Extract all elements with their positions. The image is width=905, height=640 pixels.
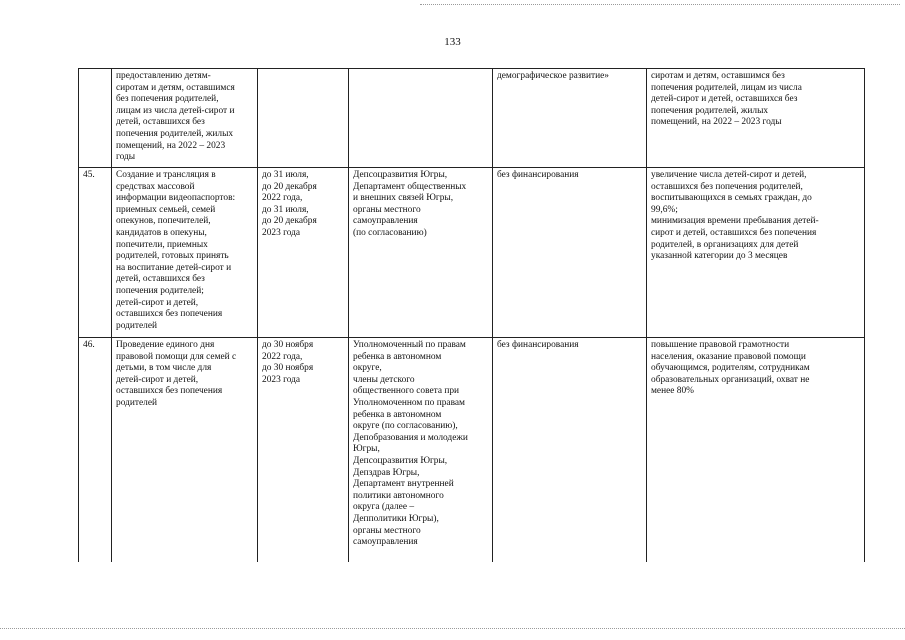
responsible-cell xyxy=(349,69,493,168)
funding-cell: демографическое развитие» xyxy=(493,69,647,168)
plan-table xyxy=(78,68,865,562)
row-number: 45. xyxy=(79,168,112,338)
funding-cell: без финансирования xyxy=(493,168,647,338)
responsible-cell: Депсоцразвития Югры, Департамент общественных и внешних связей Югры, органы местного самоуправления (по согласованию) xyxy=(349,168,493,338)
scan-artifact-bottom xyxy=(0,628,905,630)
row-number xyxy=(79,69,112,168)
scan-artifact-top xyxy=(420,4,900,6)
deadline-cell xyxy=(258,69,349,168)
funding-cell: без финансирования xyxy=(493,338,647,563)
deadline-cell: до 31 июля, до 20 декабря 2022 года, до 31 июля, до 20 декабря 2023 года xyxy=(258,168,349,338)
table-row xyxy=(79,338,865,563)
event-cell: Создание и трансляция в средствах массовой информации видеопаспортов: приемных семьей, семей опекунов, попечителей, кандидатов в опекуны, попечители, приемных родителей, готовых принять на воспитание детей-сирот и детей, оставшихся без попечения родителей; детей-сирот и детей, оставшихся без попечения родителей xyxy=(112,168,258,338)
responsible-cell: Уполномоченный по правам ребенка в автономном округе, члены детского общественного совета при Уполномоченном по правам ребенка в автономном округе (по согласованию), Депобразования и молодежи Югры, Депсоцразвития Югры, Депздрав Югры, Департамент внутренней политики автономного округа (далее – Дeпполитики Югры), органы местного самоуправления xyxy=(349,338,493,563)
page-number: 133 xyxy=(444,36,461,48)
result-cell: сиротам и детям, оставшимся без попечения родителей, лицам из числа детей-сирот и детей, оставшихся без попечения родителей, жилых помещений, на 2022 – 2023 годы xyxy=(647,69,865,168)
table-row xyxy=(79,168,865,338)
deadline-cell: до 30 ноября 2022 года, до 30 ноября 2023 года xyxy=(258,338,349,563)
result-cell: повышение правовой грамотности населения, оказание правовой помощи обучающимся, родителям, сотрудникам образовательных организаций, охват не менее 80% xyxy=(647,338,865,563)
row-number: 46. xyxy=(79,338,112,563)
event-cell: предоставлению детям- сиротам и детям, оставшимся без попечения родителей, лицам из числа детей-сирот и детей, оставшихся без попечения родителей, жилых помещений, на 2022 – 2023 годы xyxy=(112,69,258,168)
event-cell: Проведение единого дня правовой помощи для семей с детьми, в том числе для детей-сирот и детей, оставшихся без попечения родителей xyxy=(112,338,258,563)
table-row xyxy=(79,69,865,168)
result-cell: увеличение числа детей-сирот и детей, оставшихся без попечения родителей, воспитывающихся в семьях граждан, до 99,6%; минимизация времени пребывания детей- сирот и детей, оставшихся без попечения родителей, в организациях для детей указанной категории до 3 месяцев xyxy=(647,168,865,338)
